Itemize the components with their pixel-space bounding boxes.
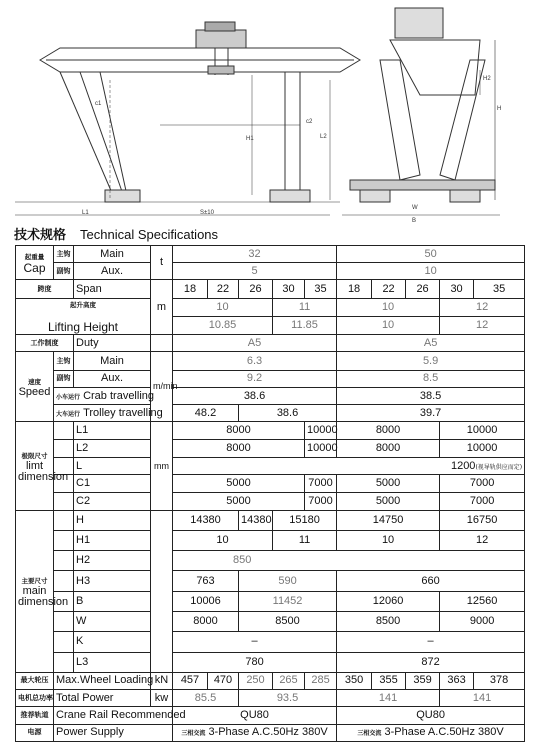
main-h-value: 14750: [337, 510, 440, 530]
wheel-value: 457: [173, 672, 208, 689]
main-k-label: K: [74, 632, 151, 652]
speed-label: 速度 Speed: [16, 352, 54, 422]
speed-main-zh: 主钩: [54, 352, 74, 370]
main-blank: [54, 551, 74, 571]
limit-c1-label: C1: [74, 475, 151, 493]
main-blank: [54, 530, 74, 550]
speed-trolley-label: 大车运行 Trolley travelling: [54, 405, 151, 422]
speed-unit: m/min: [151, 352, 173, 422]
speed-main-row: [16, 352, 525, 370]
wheel-row: [16, 672, 525, 689]
lift-aux-value: 12: [440, 316, 525, 334]
main-unit: [151, 510, 173, 672]
duty-unit: [151, 335, 173, 352]
main-w-value: 9000: [440, 612, 525, 632]
limit-c2-row: [16, 493, 525, 510]
main-b-value: 12560: [440, 591, 525, 611]
speed-main-50: 5.9: [337, 352, 525, 370]
crane-drawing: [0, 0, 542, 222]
main-h-value: 14380: [239, 510, 273, 530]
span-value: 26: [239, 280, 273, 298]
limit-l1-value: 10000: [440, 422, 525, 439]
wheel-value: 470: [208, 672, 239, 689]
cap-label: 起重量 Cap: [16, 246, 54, 280]
lift-label: 起升高度 Lifting Height: [16, 298, 151, 335]
wheel-value: 363: [440, 672, 474, 689]
main-b-value: 12060: [337, 591, 440, 611]
limit-c1-value: 5000: [173, 475, 305, 493]
power-label: Total Power: [54, 690, 151, 707]
duty-32: A5: [173, 335, 337, 352]
wheel-value: 250: [239, 672, 273, 689]
section-heading: [14, 224, 218, 242]
main-blank: [54, 510, 74, 530]
main-h3-value: 660: [337, 571, 525, 591]
main-h1-value: 10: [337, 530, 440, 550]
speed-crab-32: 38.6: [173, 387, 337, 404]
main-l3-value: 872: [337, 652, 525, 672]
cap-main-zh: 主钩: [54, 246, 74, 263]
power-value: 141: [337, 690, 440, 707]
limit-l1-label: L1: [74, 422, 151, 439]
main-b-value: 10006: [173, 591, 239, 611]
rail-32: QU80: [173, 707, 337, 724]
lift-main-value: 11: [273, 298, 337, 316]
power-value: 93.5: [239, 690, 337, 707]
cap-main-row: [16, 246, 525, 263]
main-h-row: [16, 510, 525, 530]
rail-zh: 推荐轨道: [16, 707, 54, 724]
power-value: 141: [440, 690, 525, 707]
dim-label-c2: c2: [306, 119, 313, 125]
limit-label: 极限尺寸 limt dimension: [16, 422, 54, 510]
speed-aux-32: 9.2: [173, 370, 337, 387]
limit-c2-label: C2: [74, 493, 151, 510]
main-l3-value: 780: [173, 652, 337, 672]
limit-c1-value: 7000: [440, 475, 525, 493]
main-blank: [54, 571, 74, 591]
main-h1-value: 10: [173, 530, 273, 550]
supply-zh: 电源: [16, 724, 54, 741]
main-b-row: [16, 591, 525, 611]
main-h1-row: [16, 530, 525, 550]
limit-c1-value: 5000: [337, 475, 440, 493]
speed-trolley-value: 48.2: [173, 405, 239, 422]
heading-zh: 技术规格: [14, 228, 67, 243]
limit-c2-value: 5000: [173, 493, 305, 510]
limit-l2-label: L2: [74, 439, 151, 457]
limit-l2-value: 8000: [337, 439, 440, 457]
duty-row: [16, 335, 525, 352]
main-h1-label: H1: [74, 530, 151, 550]
supply-label: Power Supply: [54, 724, 173, 741]
span-row: [16, 280, 525, 298]
rail-50: QU80: [337, 707, 525, 724]
cap-aux-row: [16, 263, 525, 280]
limit-l2-value: 10000: [305, 439, 337, 457]
limit-c1-value: 7000: [305, 475, 337, 493]
limit-c2-value: 5000: [337, 493, 440, 510]
main-h1-value: 12: [440, 530, 525, 550]
dim-label-b: B: [412, 218, 417, 224]
main-h3-value: 763: [173, 571, 239, 591]
lift-main-value: 12: [440, 298, 525, 316]
main-h2-value: 850: [173, 551, 525, 571]
cap-aux-zh: 副钩: [54, 263, 74, 280]
main-h-value: 15180: [273, 510, 337, 530]
supply-32: 三相交流 3-Phase A.C.50Hz 380V: [173, 724, 337, 741]
span-value: 22: [208, 280, 239, 298]
limit-c1-row: [16, 475, 525, 493]
lift-aux-value: 10.85: [173, 316, 273, 334]
limit-l2-value: 8000: [173, 439, 305, 457]
dim-label-c1: c1: [95, 101, 102, 107]
lift-main-value: 10: [173, 298, 273, 316]
dim-label-s: S±10: [200, 210, 214, 216]
limit-l1-value: 10000: [305, 422, 337, 439]
power-zh: 电机总功率: [16, 690, 54, 707]
cap-main-label: Main: [74, 246, 151, 263]
cap-aux-label: Aux.: [74, 263, 151, 280]
dim-label-l2: L2: [320, 134, 327, 140]
speed-aux-row: [16, 370, 525, 387]
dim-label-h1: H1: [246, 136, 254, 142]
limit-l1-value: 8000: [173, 422, 305, 439]
limit-l2-row: [16, 439, 525, 457]
main-w-value: 8500: [337, 612, 440, 632]
main-w-value: 8500: [239, 612, 337, 632]
cap-aux-32: 5: [173, 263, 337, 280]
power-row: [16, 690, 525, 707]
main-blank: [54, 632, 74, 652]
main-h-value: 14380: [173, 510, 239, 530]
speed-crab-row: [16, 387, 525, 404]
main-b-value: 11452: [239, 591, 337, 611]
span-value: 35: [305, 280, 337, 298]
main-k-value: –: [173, 632, 337, 652]
cap-unit: t: [151, 246, 173, 280]
dim-label-h: H: [497, 106, 502, 112]
cap-main-50: 50: [337, 246, 525, 263]
main-k-value: –: [337, 632, 525, 652]
span-unit: m: [151, 280, 173, 335]
lift-aux-value: 10: [337, 316, 440, 334]
speed-aux-label: Aux.: [74, 370, 151, 387]
span-value: 18: [337, 280, 372, 298]
heading-en: Technical Specifications: [80, 227, 219, 242]
speed-trolley-value: 38.6: [239, 405, 337, 422]
limit-l1-value: 8000: [337, 422, 440, 439]
main-blank: [54, 612, 74, 632]
dim-label-w: W: [412, 205, 418, 211]
limit-l-value: 1200(视导轨供应而定): [173, 457, 525, 474]
power-unit: kw: [151, 690, 173, 707]
speed-trolley-value: 39.7: [337, 405, 525, 422]
limit-c2-value: 7000: [305, 493, 337, 510]
span-value: 26: [406, 280, 440, 298]
supply-row: [16, 724, 525, 741]
dim-label-l1: L1: [82, 210, 89, 216]
wheel-value: 378: [474, 672, 525, 689]
wheel-unit: kN: [151, 672, 173, 689]
limit-l2-value: 10000: [440, 439, 525, 457]
main-l3-label: L3: [74, 652, 151, 672]
span-value: 18: [173, 280, 208, 298]
main-blank: [54, 652, 74, 672]
span-value: 30: [440, 280, 474, 298]
limit-blank: [54, 493, 74, 510]
main-w-row: [16, 612, 525, 632]
speed-main-32: 6.3: [173, 352, 337, 370]
wheel-value: 285: [305, 672, 337, 689]
main-l3-row: [16, 652, 525, 672]
span-value: 22: [372, 280, 406, 298]
side-view: [342, 8, 500, 215]
main-h2-label: H2: [74, 551, 151, 571]
speed-aux-zh: 副钩: [54, 370, 74, 387]
speed-aux-50: 8.5: [337, 370, 525, 387]
rail-label: Crane Rail Recommended: [54, 707, 173, 724]
limit-blank: [54, 422, 74, 439]
main-k-row: [16, 632, 525, 652]
rail-row: [16, 707, 525, 724]
cap-main-32: 32: [173, 246, 337, 263]
dim-label-h2: H2: [483, 76, 491, 82]
wheel-value: 350: [337, 672, 372, 689]
wheel-zh: 最大轮压: [16, 672, 54, 689]
lift-main-value: 10: [337, 298, 440, 316]
wheel-value: 359: [406, 672, 440, 689]
spec-table: [15, 245, 525, 742]
lift-aux-value: 11.85: [273, 316, 337, 334]
span-label: Span: [74, 280, 151, 298]
duty-50: A5: [337, 335, 525, 352]
span-value: 30: [273, 280, 305, 298]
main-b-label: B: [74, 591, 151, 611]
main-h3-value: 590: [239, 571, 337, 591]
main-h2-row: [16, 551, 525, 571]
limit-c2-value: 7000: [440, 493, 525, 510]
speed-main-label: Main: [74, 352, 151, 370]
limit-l-row: [16, 457, 525, 474]
speed-crab-50: 38.5: [337, 387, 525, 404]
supply-50: 三相交流 3-Phase A.C.50Hz 380V: [337, 724, 525, 741]
wheel-value: 355: [372, 672, 406, 689]
limit-l-label: L: [74, 457, 151, 474]
cap-aux-50: 10: [337, 263, 525, 280]
limit-blank: [54, 439, 74, 457]
duty-label: Duty: [74, 335, 151, 352]
main-h1-value: 11: [273, 530, 337, 550]
main-h3-row: [16, 571, 525, 591]
wheel-value: 265: [273, 672, 305, 689]
main-h-label: H: [74, 510, 151, 530]
lift-main-row: [16, 298, 525, 316]
main-w-value: 8000: [173, 612, 239, 632]
main-h3-label: H3: [74, 571, 151, 591]
span-value: 35: [474, 280, 525, 298]
main-w-label: W: [74, 612, 151, 632]
main-h-value: 16750: [440, 510, 525, 530]
limit-unit: mm: [151, 422, 173, 510]
duty-zh: 工作制度: [16, 335, 74, 352]
wheel-label: Max.Wheel Loading: [54, 672, 151, 689]
limit-l1-row: [16, 422, 525, 439]
power-value: 85.5: [173, 690, 239, 707]
speed-crab-label: 小车运行 Crab travelling: [54, 387, 151, 404]
span-zh: 跨度: [16, 280, 74, 298]
speed-trolley-row: [16, 405, 525, 422]
main-dim-label: 主要尺寸 main dimension: [16, 510, 54, 672]
